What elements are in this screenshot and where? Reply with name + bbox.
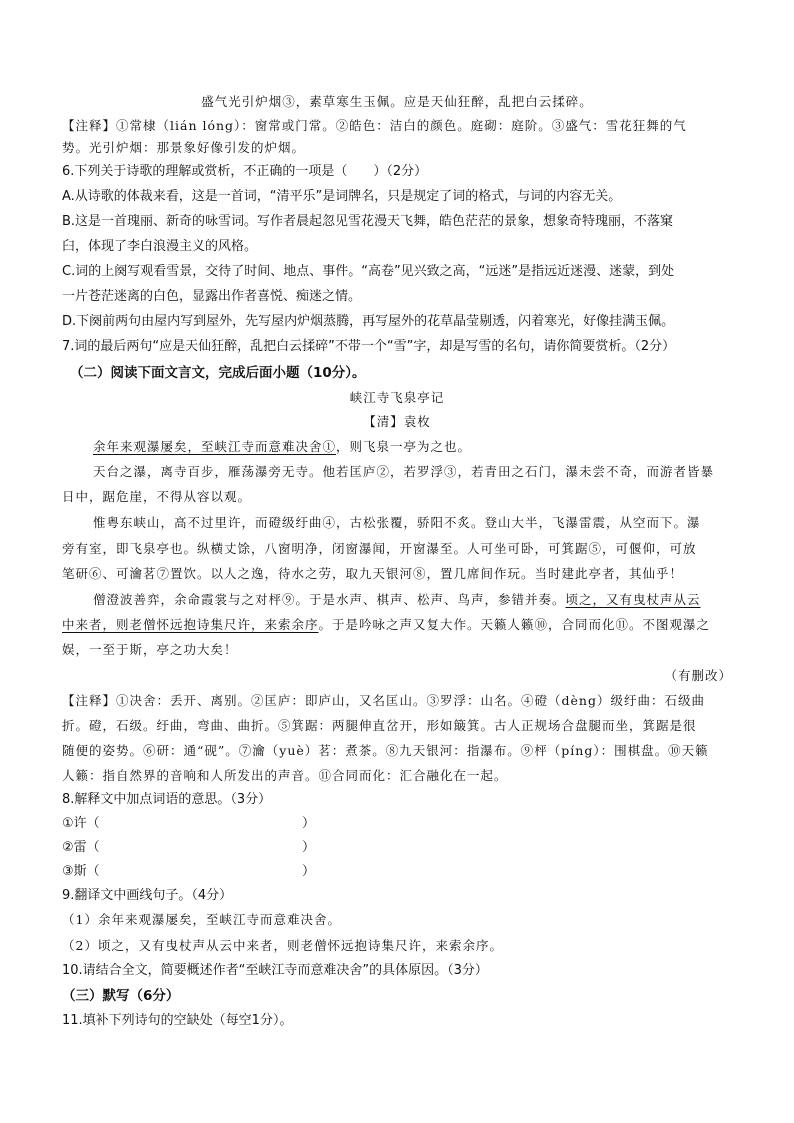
question-8-stem: 8.解释文中加点词语的意思。（3分） [62, 792, 272, 807]
question-8-item-2 [62, 839, 316, 857]
poem-note-line-1: 【注释】①常棣（lián lóng）：窗常或门常。②皓色：洁白的颜色。庭砌：庭阶。③盛气：雪花狂舞的气 [62, 118, 687, 133]
paragraph-4-middle: 。于是吟咏之声又复大作。天籁人籁⑩，合同而化⑪。不图观瀑之 [318, 617, 711, 632]
passage-paragraph-4-line-1 [93, 591, 701, 609]
passage-title: 峡江寺飞泉亭记 [349, 390, 445, 405]
underlined-sentence-2-part-2: 中来者，则老僧怀远抱诗集尺许，来索余序 [62, 617, 319, 632]
passage-paragraph-3-line-1: 惟粤东峡山，高不过里许，而磴级纡曲④，古松张覆，骄阳不炙。登山大半，飞瀑雷震，从空而下。瀑 [93, 515, 701, 530]
passage-note-line-2: 折。磴，石级。纡曲，弯曲、曲折。⑤箕踞：两腿伸直岔开，形如簸箕。古人正规场合盘腿而坐，箕踞是很 [62, 718, 697, 733]
question-6-option-a: A.从诗歌的体裁来看，这是一首词，“清平乐”是词牌名，只是规定了词的格式，与词的内容无关。 [62, 189, 622, 204]
question-6-option-b-line-2: 臼，体现了李白浪漫主义的风格。 [62, 239, 258, 254]
question-9-sentence-1: （1）余年来观瀑屡矣，至峡江寺而意难决舍。 [62, 912, 341, 927]
question-8-item-3-label: ③斯（ [62, 864, 100, 879]
question-9-stem: 9.翻译文中画线句子。（4分） [62, 888, 233, 903]
passage-author: 【清】袁枚 [363, 414, 431, 429]
section-2-heading: （二）阅读下面文言文，完成后面小题（10分）。 [70, 365, 366, 381]
paragraph-4-start: 僧澄波善弈，余命霞裳与之对枰⑨。于是水声、棋声、松声、鸟声，参错并奏。 [93, 592, 566, 607]
question-8-item-2-close: ） [302, 840, 316, 855]
question-8-item-1-close: ） [302, 816, 316, 831]
passage-note-line-4: 人籁：指自然界的音响和人所发出的声音。⑪合同而化：汇合融化在一起。 [62, 768, 508, 783]
question-8-item-3-close: ） [302, 864, 316, 879]
question-6-option-c-line-2: 一片苍茫迷离的白色，显露出作者喜悦、痴迷之情。 [62, 289, 362, 304]
question-6-stem: 6.下列关于诗歌的理解或赏析，不正确的一项是（ ）（2分） [62, 164, 428, 179]
question-11-stem: 11.填补下列诗句的空缺处（每空1分）。 [62, 1013, 293, 1028]
passage-paragraph-3-line-2: 旁有室，即飞泉亭也。纵横丈馀，八窗明净，闭窗瀑闻，开窗瀑至。人可坐可卧，可箕踞⑤，可偃仰，可放 [62, 541, 697, 556]
passage-source-note: （有删改） [664, 668, 732, 683]
passage-paragraph-2-line-1: 天台之瀑，离寺百步，雁荡瀑旁无寺。他若匡庐②，若罗浮③，若青田之石门，瀑未尝不奇，而游者皆暴 [93, 464, 715, 479]
question-8-item-2-label: ②雷（ [62, 840, 100, 855]
question-6-option-b-line-1: B.这是一首瑰丽、新奇的咏雪词。写作者晨起忽见雪花漫天飞舞，皓色茫茫的景象，想象奇特瑰丽，不落窠 [62, 214, 674, 229]
poem-note-line-2: 势。光引炉烟：那景象好像引发的炉烟。 [62, 140, 306, 155]
passage-paragraph-2-line-2: 日中，踞危崖，不得从容以观。 [62, 489, 252, 504]
question-8-item-1-label: ①许（ [62, 816, 100, 831]
question-8-item-1 [62, 815, 316, 833]
question-9-sentence-2: （2）顷之，又有曳杖声从云中来者，则老僧怀远抱诗集尺许，来索余序。 [62, 938, 503, 953]
question-6-option-d: D.下阕前两句由屋内写到屋外，先写屋内炉烟蒸腾，再写屋外的花草晶莹剔透，闪着寒光，好像挂满玉佩。 [62, 314, 675, 329]
question-10-stem: 10.请结合全文，简要概述作者“至峡江寺而意难决舍”的具体原因。（3分） [62, 963, 488, 978]
question-8-item-3 [62, 863, 316, 881]
passage-paragraph-1 [93, 438, 471, 456]
section-3-heading: （三）默写（6分） [62, 988, 180, 1004]
passage-note-line-3: 随便的姿势。⑥研：通“砚”。⑦瀹（yuè）茗：煮茶。⑧九天银河：指瀑布。⑨枰（píng）：围棋盘。⑩天籁 [62, 743, 709, 758]
passage-paragraph-4-line-2 [62, 616, 710, 634]
paragraph-1-rest: ，则飞泉一亭为之也。 [336, 439, 472, 454]
passage-paragraph-4-line-3: 娱，一至于斯，亭之功大矣！ [62, 642, 238, 657]
poem-last-line: 盛气光引炉烟③，素草寒生玉佩。应是天仙狂醉，乱把白云揉碎。 [201, 94, 593, 109]
question-7-stem: 7.词的最后两句“应是天仙狂醉，乱把白云揉碎”不带一个“雪”字，却是写雪的名句，请你简要赏析。（2分） [62, 339, 676, 354]
underlined-sentence-2-part-1: 顷之，又有曳杖声从云 [565, 592, 701, 607]
passage-paragraph-3-line-3: 笔研⑥、可瀹茗⑦置饮。以人之逸，待水之劳，取九天银河⑧，置几席间作玩。当时建此亭者，其仙乎！ [62, 566, 684, 581]
question-6-option-c-line-1: C.词的上阕写观看雪景，交待了时间、地点、事件。“高卷”见兴致之高，“远迷”是指远近迷漫、迷蒙，到处 [62, 264, 675, 279]
passage-note-line-1: 【注释】①决舍：丢开、离别。②匡庐：即庐山，又名匡山。③罗浮：山名。④磴（dèng）级纡曲：石级曲 [62, 693, 705, 708]
underlined-sentence-1: 余年来观瀑屡矣，至峡江寺而意难决舍① [93, 439, 337, 454]
